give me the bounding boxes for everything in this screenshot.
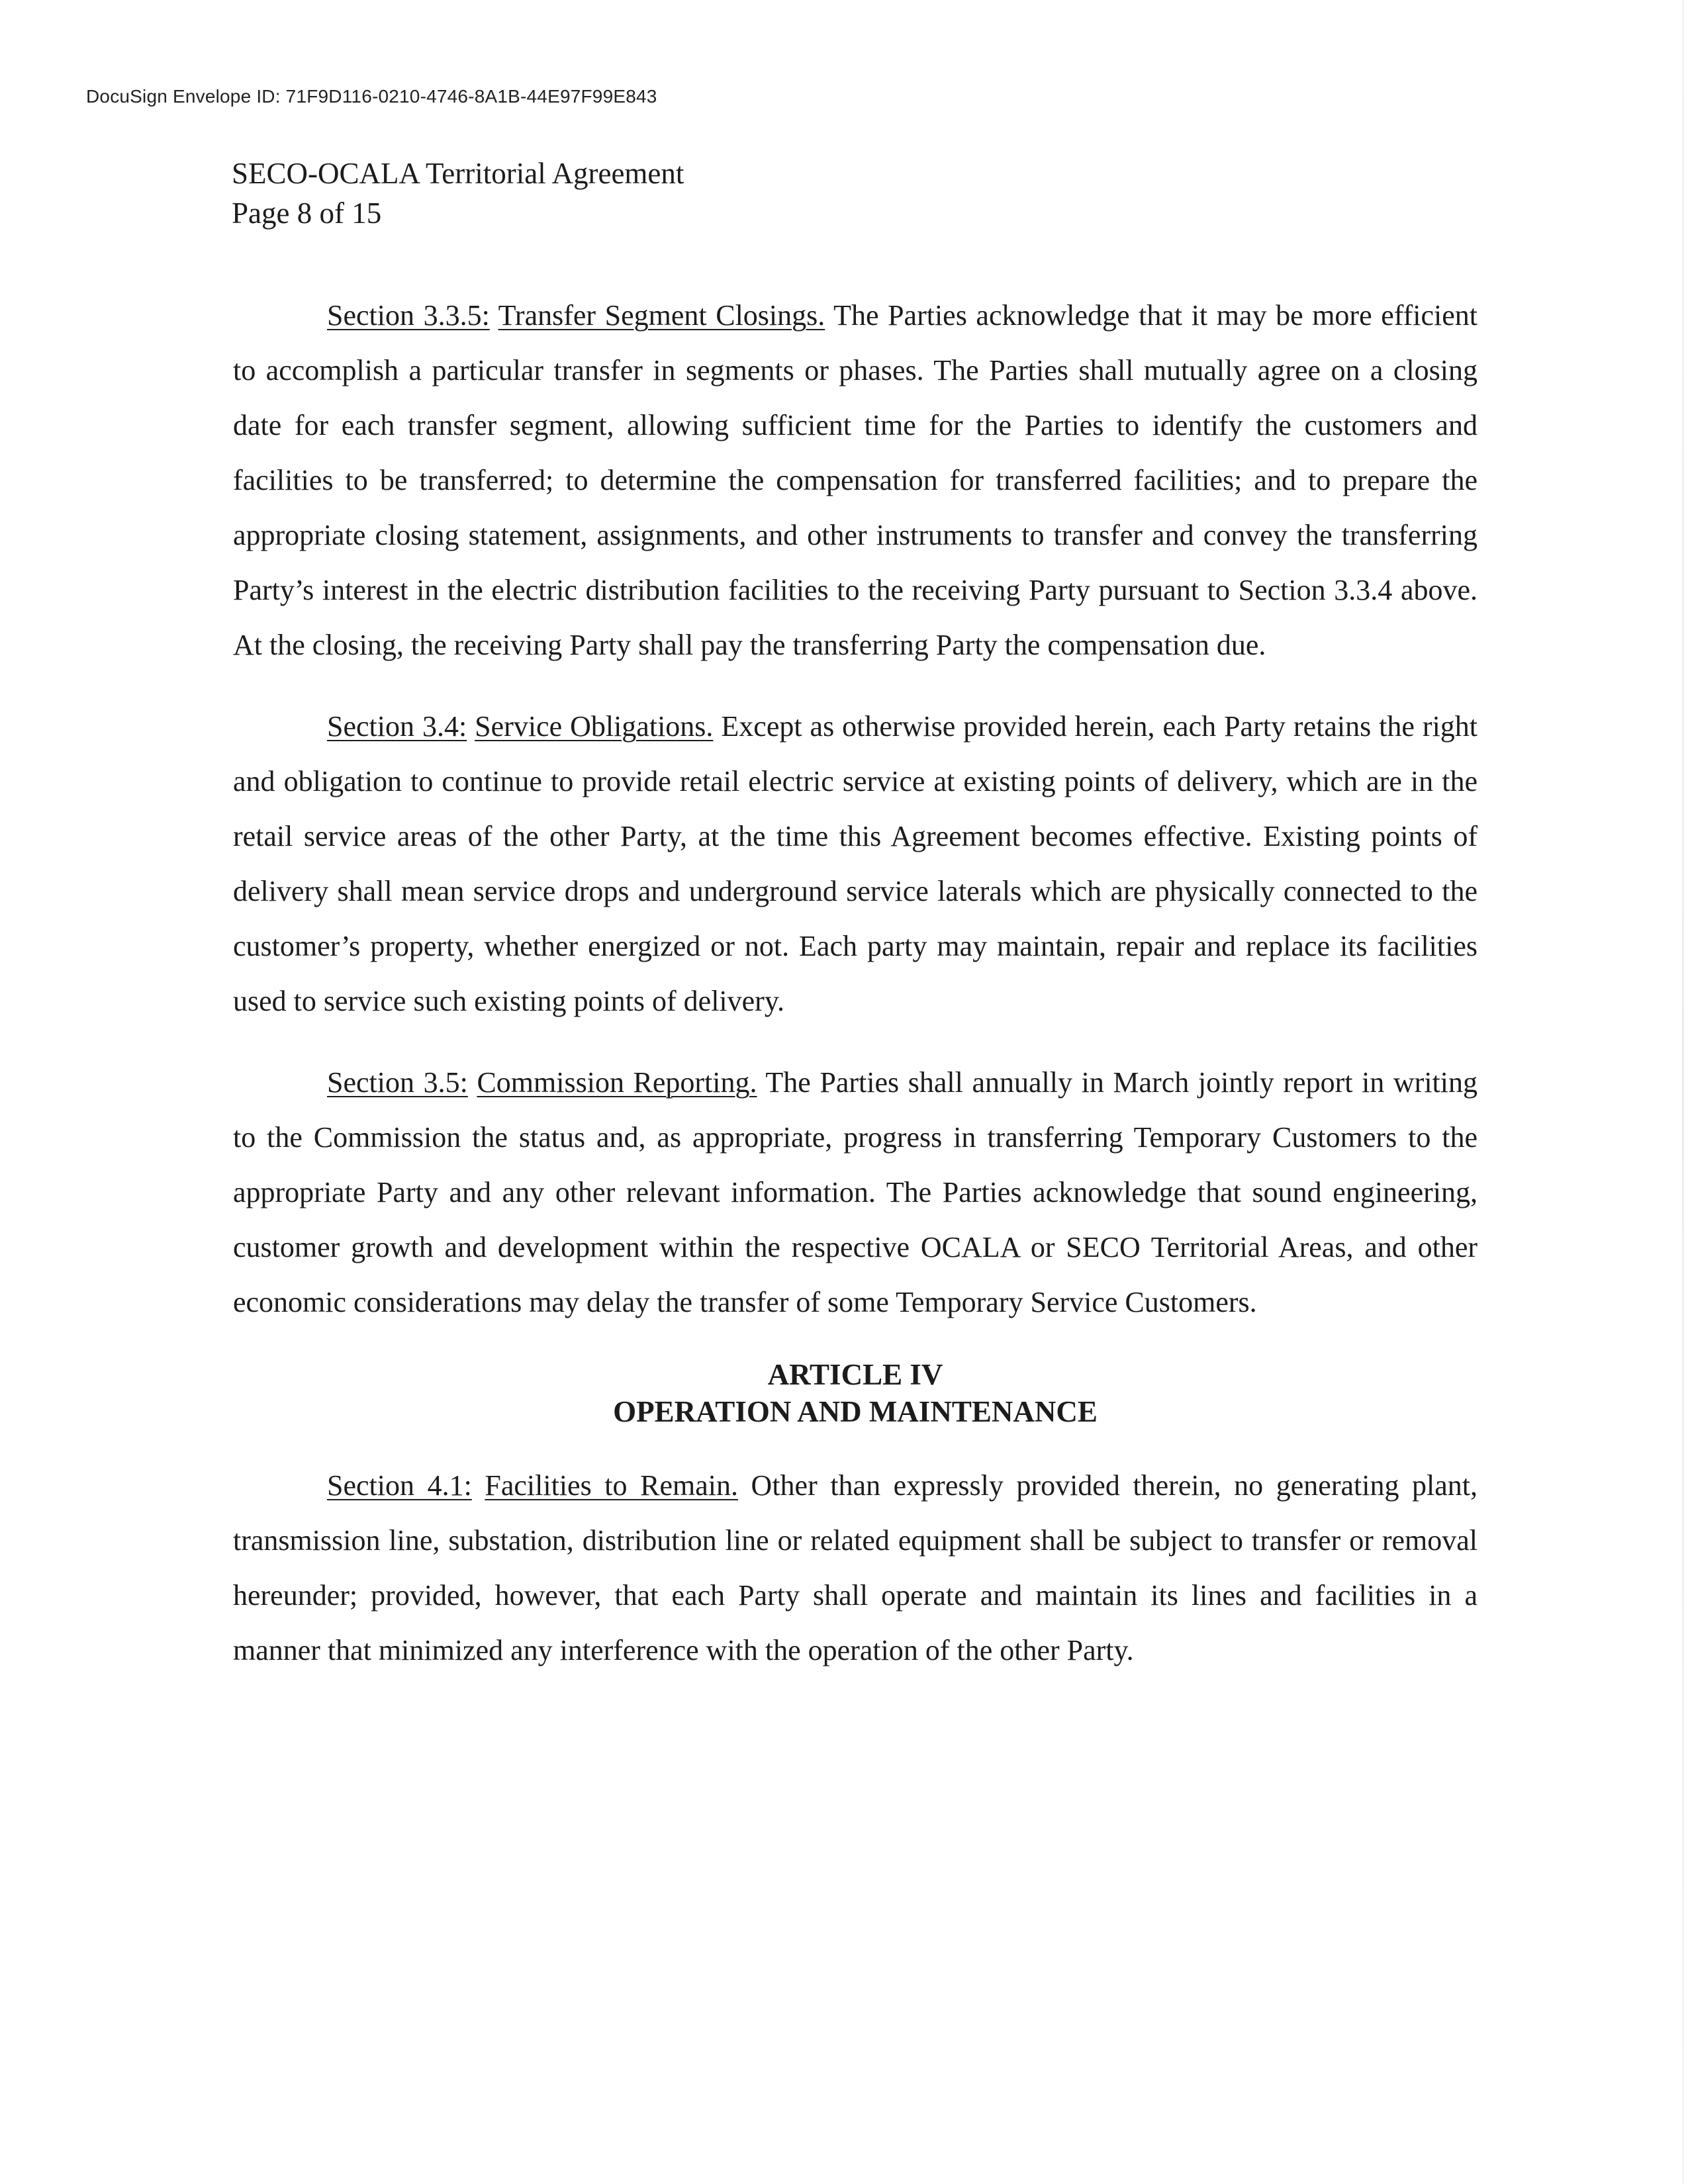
section-text: Other than expressly provided therein, no generating plant, transmission line, substation, distribution line or related equipment shall be subject to transfer or removal hereunder; provided, however, that each Party shall operate and maintain its lines and facilities in a manner that minimized any interference with the operation of the other Party. xyxy=(233,1469,1478,1666)
section-number: Section 3.3.5: xyxy=(327,299,490,332)
section-heading: Service Obligations. xyxy=(475,710,714,743)
section-4-1 xyxy=(233,1458,1477,1678)
article-number: ARTICLE IV xyxy=(767,1358,943,1391)
section-number: Section 4.1: xyxy=(327,1469,472,1502)
section-number: Section 3.5: xyxy=(327,1066,468,1099)
section-3-5 xyxy=(233,1055,1477,1330)
section-text: The Parties acknowledge that it may be more efficient to accomplish a particular transfer in segments or phases. The Parties shall mutually agree on a closing date for each transfer segment, allowing sufficient time for the Parties to identify the customers and facilities to be transferred; to determine the compensation for transferred facilities; and to prepare the appropriate closing statement, assignments, and other instruments to transfer and convey the transferring Party’s interest in the electric distribution facilities to the receiving Party pursuant to Section 3.3.4 above. At the closing, the receiving Party shall pay the transferring Party the compensation due. xyxy=(233,299,1477,661)
section-heading: Commission Reporting. xyxy=(477,1066,757,1099)
docusign-envelope-id: DocuSign Envelope ID: 71F9D116-0210-4746-8A1B-44E97F99E843 xyxy=(86,86,657,107)
section-heading: Transfer Segment Closings. xyxy=(498,299,825,332)
section-3-4 xyxy=(233,699,1477,1028)
section-text: The Parties shall annually in March jointly report in writing to the Commission the status and, as appropriate, progress in transferring Temporary Customers to the appropriate Party and any other relevant information. The Parties acknowledge that sound engineering, customer growth and development within the respective OCALA or SECO Territorial Areas, and other economic considerations may delay the transfer of some Temporary Service Customers. xyxy=(233,1066,1478,1318)
section-text: Except as otherwise provided herein, each Party retains the right and obligation to continue to provide retail electric service at existing points of delivery, which are in the retail service areas of the other Party, at the time this Agreement becomes effective. Existing points of delivery shall mean service drops and underground service laterals which are physically connected to the customer’s property, whether energized or not. Each party may maintain, repair and replace its facilities used to service such existing points of delivery. xyxy=(233,710,1478,1017)
scan-edge-shadow xyxy=(1682,0,1684,2184)
section-heading: Facilities to Remain. xyxy=(485,1469,738,1502)
page-number: Page 8 of 15 xyxy=(232,197,382,230)
document-body xyxy=(233,288,1477,1704)
article-title: OPERATION AND MAINTENANCE xyxy=(613,1395,1098,1428)
section-3-3-5 xyxy=(233,288,1477,672)
section-number: Section 3.4: xyxy=(327,710,467,743)
document-header xyxy=(232,154,684,233)
article-heading xyxy=(233,1356,1477,1430)
document-title: SECO-OCALA Territorial Agreement xyxy=(232,157,684,190)
